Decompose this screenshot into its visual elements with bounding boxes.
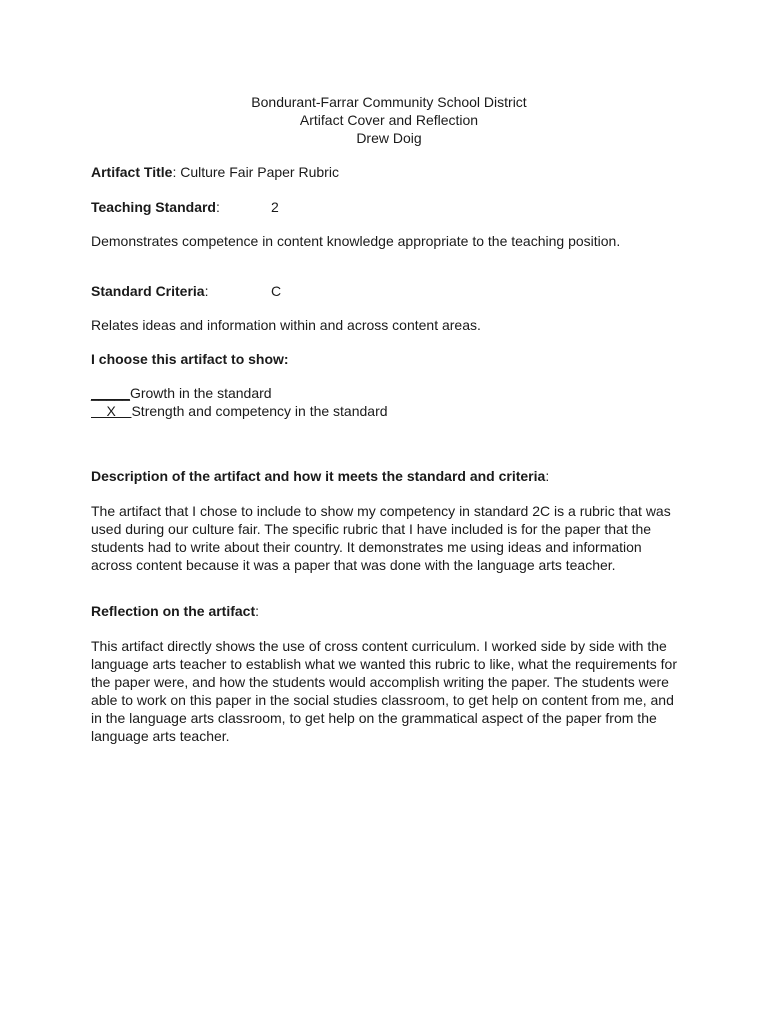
reflection-heading: Reflection on the artifact: [91, 603, 256, 619]
artifact-title-label: Artifact Title: [91, 164, 173, 180]
teaching-standard-description: Demonstrates competence in content knowledge appropriate to the teaching position.: [91, 233, 621, 249]
choose-heading: I choose this artifact to show:: [91, 351, 289, 367]
author-name: Drew Doig: [356, 130, 422, 146]
description-body: The artifact that I chose to include to show my competency in standard 2C is a rubric that was used during our culture fair. The specific rubric that I have included is for the paper that the students had to write about their country. It demonstrates me using ideas and information across content because it was a paper that was done with the language arts teacher.: [91, 503, 671, 573]
standard-criteria-row: [91, 282, 691, 300]
document-header: [89, 93, 689, 147]
standard-criteria-description: Relates ideas and information within and across content areas.: [91, 317, 481, 333]
reflection-body: This artifact directly shows the use of cross content curriculum. I worked side by side with the language arts teacher to establish what we wanted this rubric to like, what the requirements for the paper were, and how the students would accomplish writing the paper. The students were able to work on this paper in the social studies classroom, to get help on content from me, and in the language arts classroom, to get help on the grammatical aspect of the paper from the language arts teacher.: [91, 638, 677, 744]
reflection-heading-row: [91, 602, 691, 620]
teaching-standard-label: Teaching Standard: [91, 199, 216, 215]
option-strength: [91, 402, 691, 420]
option-growth-mark: _____: [91, 385, 130, 401]
option-growth: [91, 384, 691, 402]
document-page: [91, 93, 691, 745]
document-type: Artifact Cover and Reflection: [299, 112, 479, 128]
option-strength-text: Strength and competency in the standard: [131, 403, 388, 419]
district-name: Bondurant-Farrar Community School District: [251, 94, 527, 110]
description-heading-row: [91, 467, 691, 485]
standard-criteria-colon: :: [204, 283, 209, 299]
description-heading-colon: :: [545, 468, 550, 484]
option-growth-text: Growth in the standard: [129, 385, 272, 401]
teaching-standard-row: [91, 198, 691, 216]
description-heading: Description of the artifact and how it meets the standard and criteria: [91, 468, 546, 484]
option-strength-mark: X: [91, 403, 132, 419]
artifact-title-value: : Culture Fair Paper Rubric: [172, 164, 339, 180]
standard-criteria-label: Standard Criteria: [91, 283, 205, 299]
choose-options: [91, 384, 691, 420]
teaching-standard-value: 2: [271, 199, 279, 215]
artifact-title-row: [91, 163, 691, 181]
reflection-heading-colon: :: [255, 603, 260, 619]
teaching-standard-colon: :: [215, 199, 220, 215]
standard-criteria-value: C: [271, 283, 282, 299]
